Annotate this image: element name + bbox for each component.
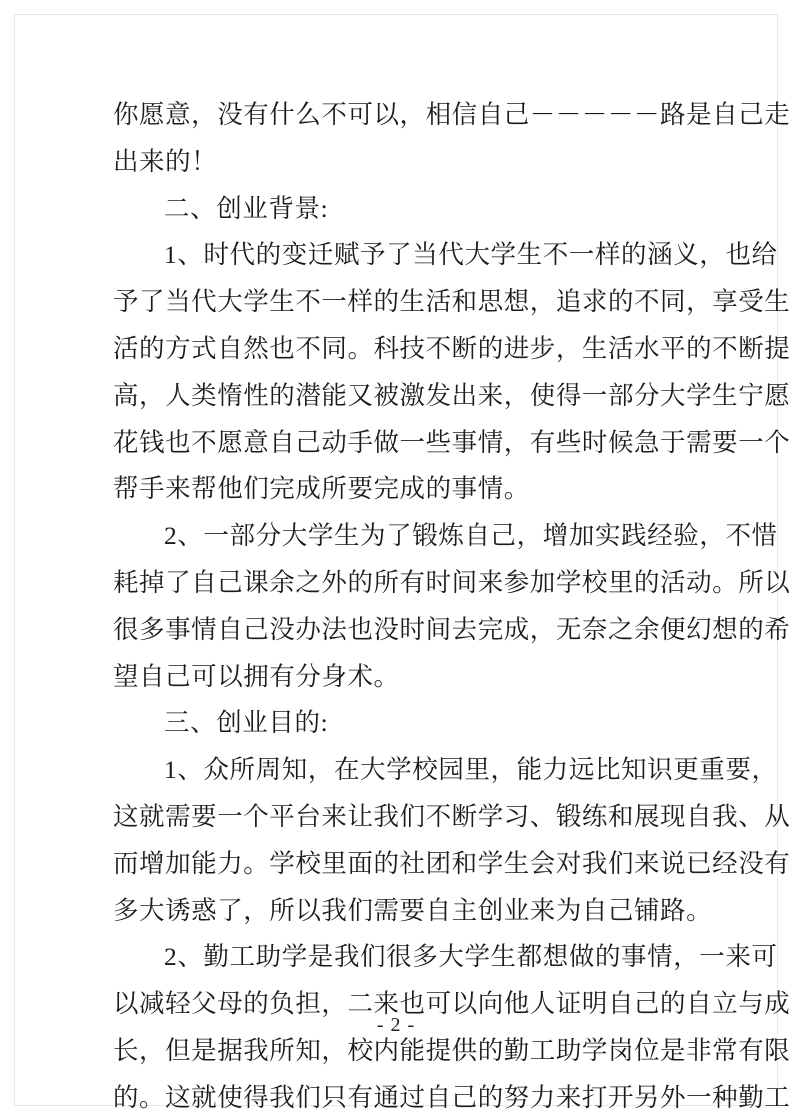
document-line: 活的方式自然也不同。科技不断的进步，生活水平的不断提 [113,333,791,363]
document-line: 花钱也不愿意自己动手做一些事情，有些时候急于需要一个 [113,427,791,457]
document-line: 多大诱惑了，所以我们需要自主创业来为自己铺路。 [113,895,713,925]
document-line: 二、创业背景: [164,193,329,223]
document-line: 长，但是据我所知，校内能提供的勤工助学岗位是非常有限 [113,1035,791,1065]
document-line: 帮手来帮他们完成所要完成的事情。 [113,474,530,504]
document-line: 望自己可以拥有分身术。 [113,661,400,691]
document-line: 高，人类惰性的潜能又被激发出来，使得一部分大学生宁愿 [113,380,791,410]
document-body [113,92,791,1120]
document-line: 2、勤工助学是我们很多大学生都想做的事情，一来可 [164,942,778,972]
document-line: 的。这就使得我们只有通过自己的努力来打开另外一种勤工 [113,1082,791,1112]
document-line: 你愿意，没有什么不可以，相信自己－－－－－路是自己走 [113,100,791,129]
document-line: 三、创业目的: [164,708,329,738]
document-line: 以减轻父母的负担，二来也可以向他人证明自己的自立与成 [113,989,791,1019]
document-line: 而增加能力。学校里面的社团和学生会对我们来说已经没有 [113,848,791,878]
page-number: - 2 - [376,1014,416,1036]
document-line: 予了当代大学生不一样的生活和思想，追求的不同，享受生 [113,287,791,317]
document-line: 1、时代的变迁赋予了当代大学生不一样的涵义，也给 [164,240,778,270]
document-line: 1、众所周知，在大学校园里，能力远比知识更重要， [164,755,778,785]
document-line: 耗掉了自己课余之外的所有时间来参加学校里的活动。所以 [113,567,791,597]
document-line: 出来的！ [113,146,218,176]
document-line: 2、一部分大学生为了锻炼自己，增加实践经验，不惜 [164,521,778,551]
document-line: 很多事情自己没办法也没时间去完成，无奈之余便幻想的希 [113,614,791,644]
document-line: 这就需要一个平台来让我们不断学习、锻练和展现自我、从 [113,801,791,831]
